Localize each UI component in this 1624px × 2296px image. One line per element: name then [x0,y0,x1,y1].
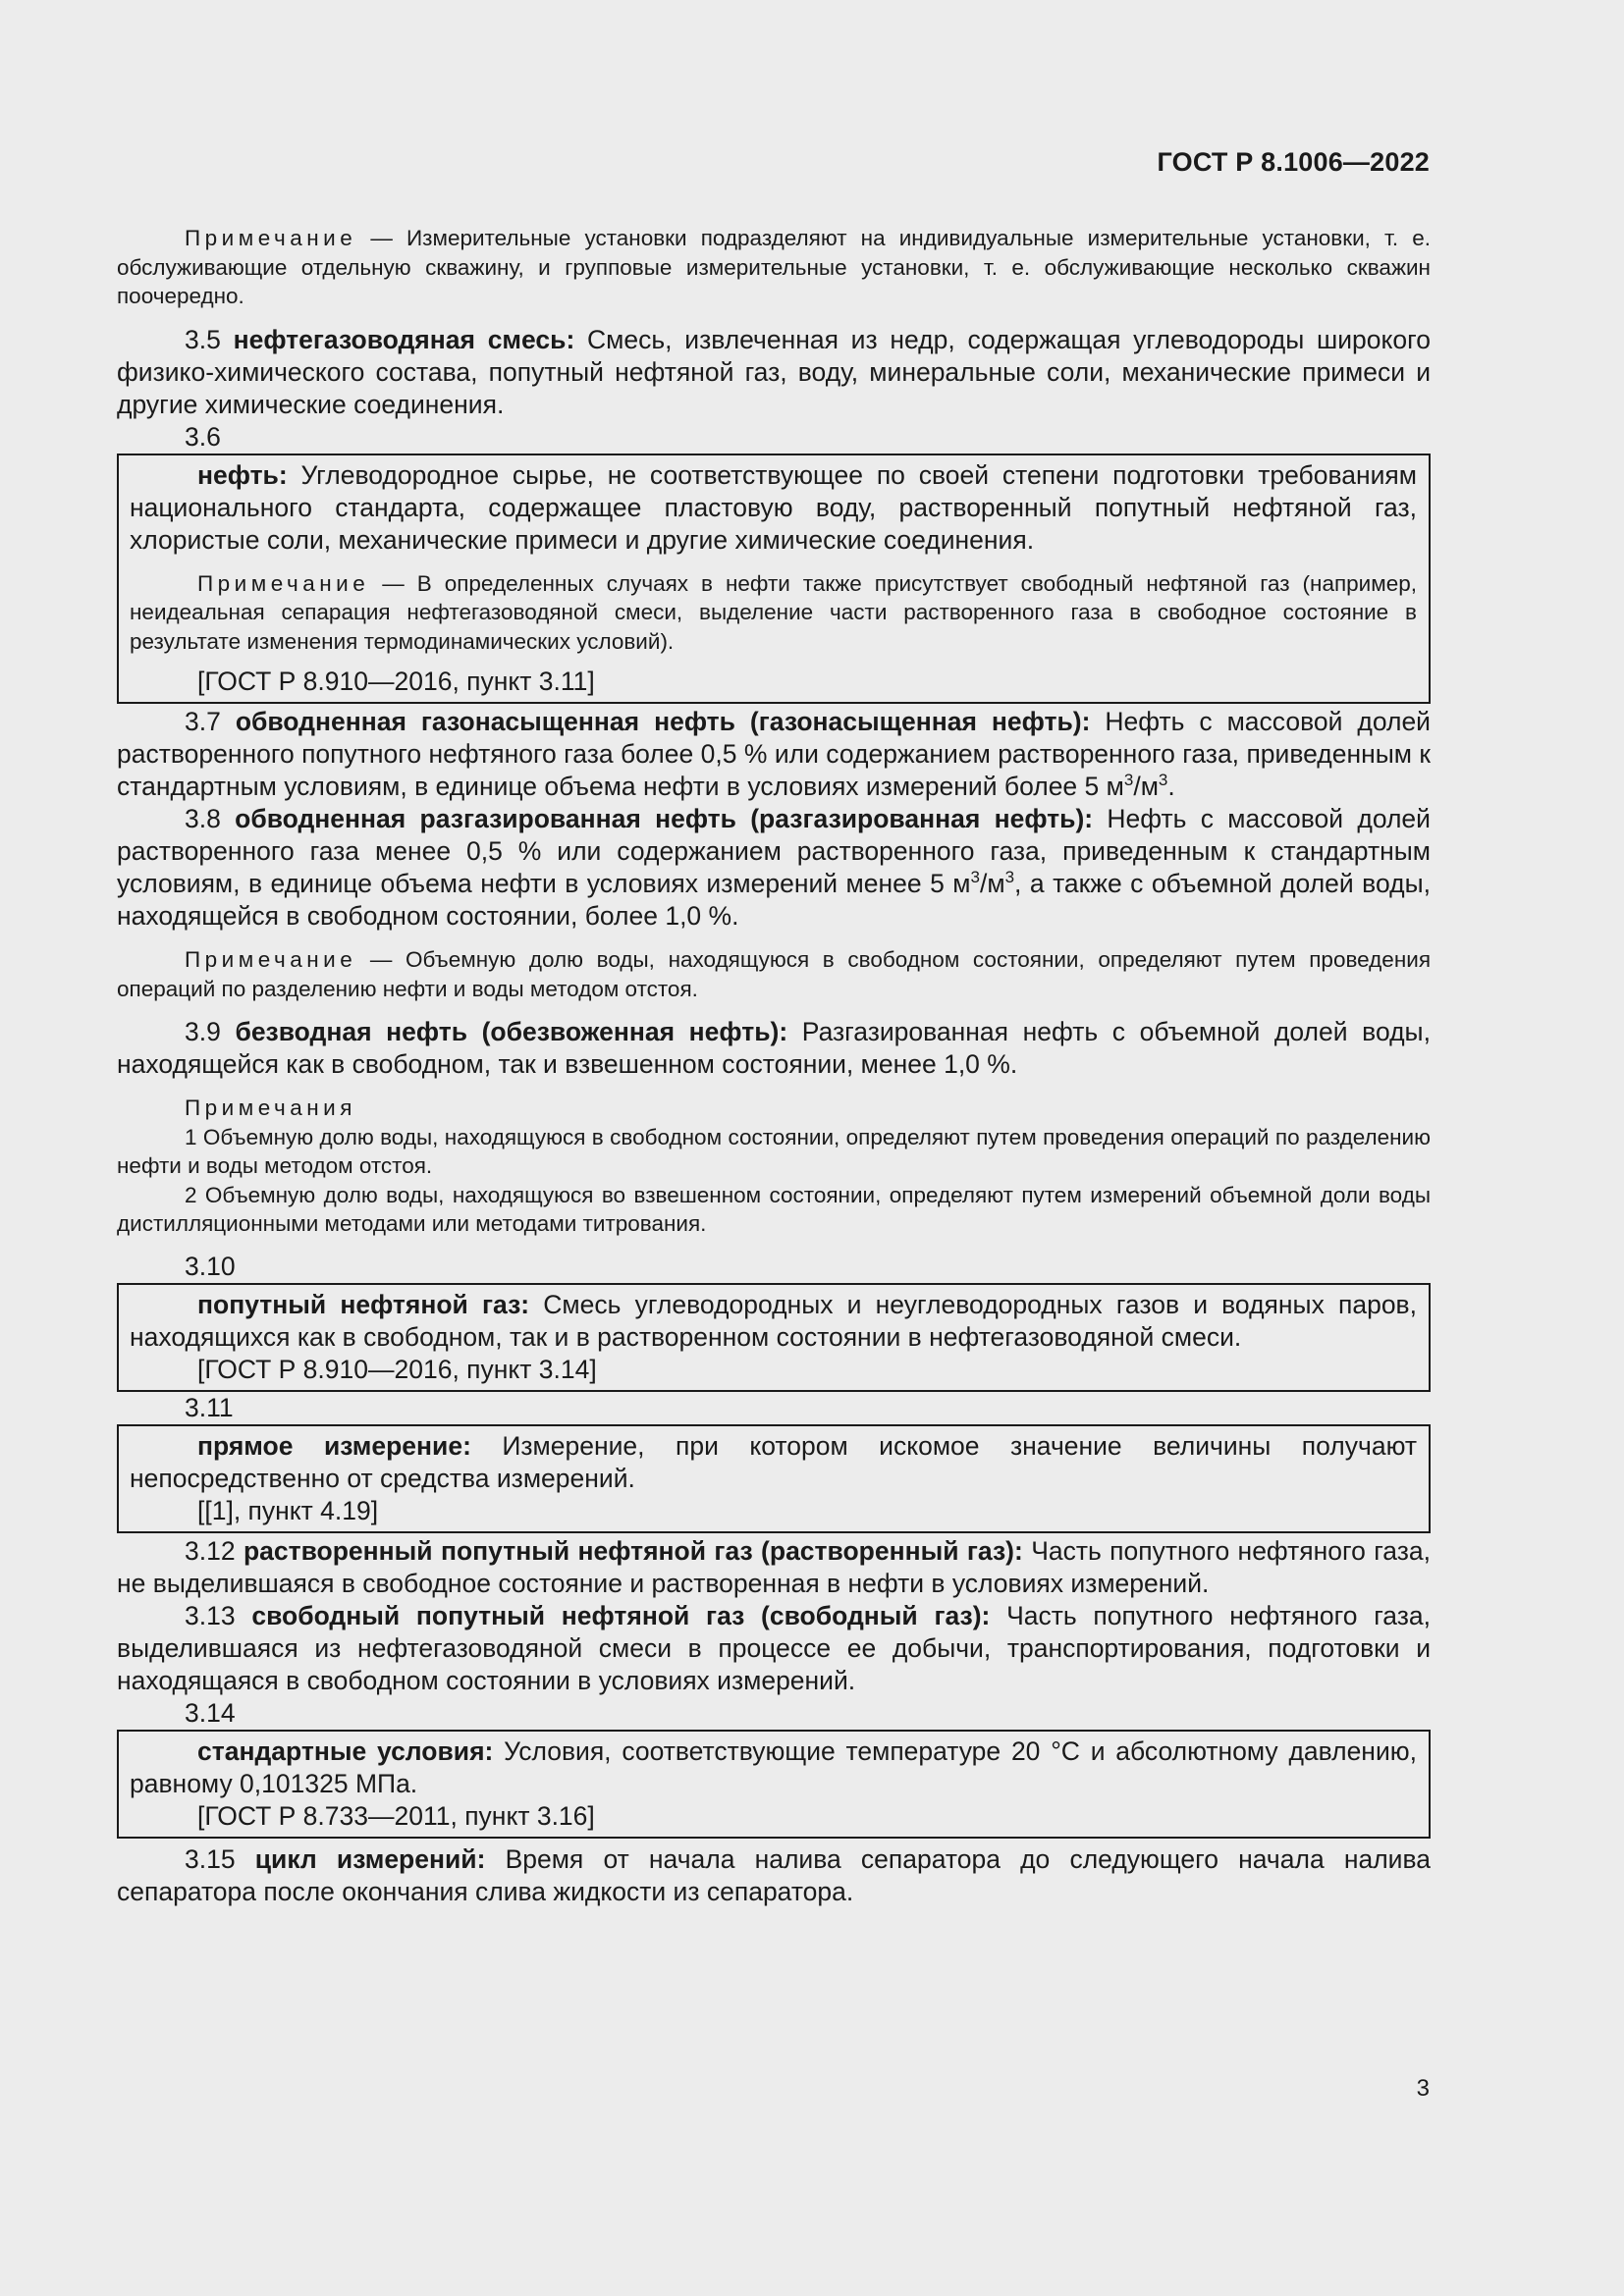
superscript: 3 [1004,868,1015,886]
term-name: цикл измерений: [254,1843,486,1874]
term-source: [ГОСТ Р 8.910—2016, пункт 3.14] [197,1354,597,1384]
term-definition: Нефть с массовой долей растворенного газа менее 0,5 % или содержанием растворенного газа, приведенным к стандартным условиям, в единице объема нефти в условиях измерений менее 5 м [117,804,1431,898]
term-3-7 [117,706,1431,803]
superscript: 3 [970,868,980,886]
term-definition: Нефть с массовой долей растворенного попутного нефтяного газа более 0,5 % или содержанием растворенного газа, приведенным к стандартным условиям, в единице объема нефти в условиях измерений более 5 м [117,707,1431,801]
term-box-3-11 [117,1424,1431,1533]
term-3-5 [117,324,1431,421]
term-box-3-10 [117,1283,1431,1392]
superscript: 3 [1158,771,1168,789]
term-3-9 [117,1016,1431,1081]
term-3-13 [117,1600,1431,1697]
note-text: — Объемную долю воды, находящуюся в свободном состоянии, определяют путем проведения операций по разделению нефти и воды методом отстоя. [117,947,1431,1001]
term-name: попутный нефтяной газ: [197,1289,530,1319]
superscript: 3 [1123,771,1134,789]
note-label: Примечание [197,570,370,596]
term-number-3-6: 3.6 [185,421,221,452]
term-number: 3.5 [185,324,221,354]
page-number: 3 [1416,2075,1430,2102]
term-definition: Измерение, при котором искомое значение величины получают непосредственно от средства измерений. [130,1430,1417,1493]
notes-3-9-label [117,1094,1431,1123]
term-definition-end: , а также с объемной долей воды, находящейся в свободном состоянии, более 1,0 %. [117,869,1431,931]
note-item: 1 Объемную долю воды, находящуюся в свободном состоянии, определяют путем проведения операций по разделению нефти и воды методом отстоя. [117,1124,1431,1178]
term-3-6-note [130,569,1417,657]
page-content [117,224,1431,1908]
document-header: ГОСТ Р 8.1006—2022 [1157,147,1430,177]
term-box-3-6 [117,454,1431,705]
term-source: [ГОСТ Р 8.910—2016, пункт 3.11] [197,667,595,696]
unit-text: /м [1133,772,1159,801]
term-definition-end: . [1167,772,1175,801]
term-3-15 [117,1843,1431,1908]
term-name: обводненная разгазированная нефть (разгазированная нефть): [235,804,1094,833]
term-definition: Часть попутного нефтяного газа, выделившаяся из нефтегазоводяной смеси в процессе ее добычи, транспортирования, подготовки и находящаяся в свободном состоянии в условиях измерений. [117,1600,1431,1695]
term-name: стандартные условия: [197,1735,494,1766]
term-definition: Условия, соответствующие температуре 20 °С и абсолютному давлению, равному 0,101325 МПа. [130,1735,1417,1798]
note-text: — В определенных случаях в нефти также присутствует свободный нефтяной газ (например, неидеальная сепарация нефтегазоводяной смеси, выделение части растворенного газа в свободное состояние в результате изменения термодинамических условий). [130,570,1417,654]
unit-text: /м [979,869,1005,898]
term-3-8 [117,803,1431,933]
term-name: нефть: [197,459,288,490]
term-number-3-10: 3.10 [185,1251,236,1281]
term-definition: Время от начала налива сепаратора до следующего начала налива сепаратора после окончания слива жидкости из сепаратора. [117,1843,1431,1906]
note-label: Примечание [185,947,357,972]
term-name: безводная нефть (обезвоженная нефть): [235,1017,788,1046]
term-number-3-11: 3.11 [185,1392,234,1422]
term-source: [ГОСТ Р 8.733—2011, пункт 3.16] [197,1800,595,1831]
term-3-10 [130,1289,1417,1354]
term-box-3-14 [117,1730,1431,1839]
term-number: 3.9 [185,1017,221,1046]
term-definition: Смесь углеводородных и неуглеводородных газов и водяных паров, находящихся как в свободном, так и в растворенном состоянии в нефтегазоводяной смеси. [130,1289,1417,1352]
term-3-14 [130,1735,1417,1800]
term-number: 3.8 [185,804,221,833]
term-3-6 [130,459,1417,557]
term-number: 3.15 [185,1843,236,1874]
term-name: обводненная газонасыщенная нефть (газонасыщенная нефть): [235,707,1091,736]
term-source: [[1], пункт 4.19] [197,1495,379,1525]
note-item: 2 Объемную долю воды, находящуюся во взвешенном состоянии, определяют путем измерений объемной доли воды дистилляционными методами или методами титрования. [117,1182,1431,1236]
term-name: нефтегазоводяная смесь: [233,324,575,354]
term-number: 3.12 [185,1535,236,1566]
notes-label: Примечания [185,1095,356,1120]
term-name: растворенный попутный нефтяной газ (растворенный газ): [243,1535,1023,1566]
term-number: 3.13 [185,1600,236,1630]
term-definition: Разгазированная нефть с объемной долей воды, находящейся как в свободном, так и взвешенном состоянии, менее 1,0 %. [117,1017,1431,1079]
term-name: свободный попутный нефтяной газ (свободный газ): [251,1600,991,1630]
term-definition: Смесь, извлеченная из недр, содержащая углеводороды широкого физико-химического состава, попутный нефтяной газ, воду, минеральные соли, механические примеси и другие химические соединения. [117,324,1431,419]
term-name: прямое измерение: [197,1430,471,1461]
note-top [117,224,1431,311]
term-number-3-14: 3.14 [185,1697,236,1728]
term-definition: Углеводородное сырье, не соответствующее по своей степени подготовки требованиям национального стандарта, содержащее пластовую воду, растворенный попутный нефтяной газ, хлористые соли, механические примеси и другие химические соединения. [130,459,1417,555]
note-text: — Измерительные установки подразделяют на индивидуальные измерительные установки, т. е. обслуживающие отдельную скважину, и групповые измерительные установки, т. е. обслуживающие несколько скважин поочередно. [117,226,1431,308]
term-definition: Часть попутного нефтяного газа, не выделившаяся в свободное состояние и растворенная в нефти в условиях измерений. [117,1535,1431,1598]
note-3-8 [117,945,1431,1003]
term-3-12 [117,1535,1431,1600]
term-3-11 [130,1430,1417,1495]
note-label: Примечание [185,226,357,250]
term-number: 3.7 [185,707,221,736]
